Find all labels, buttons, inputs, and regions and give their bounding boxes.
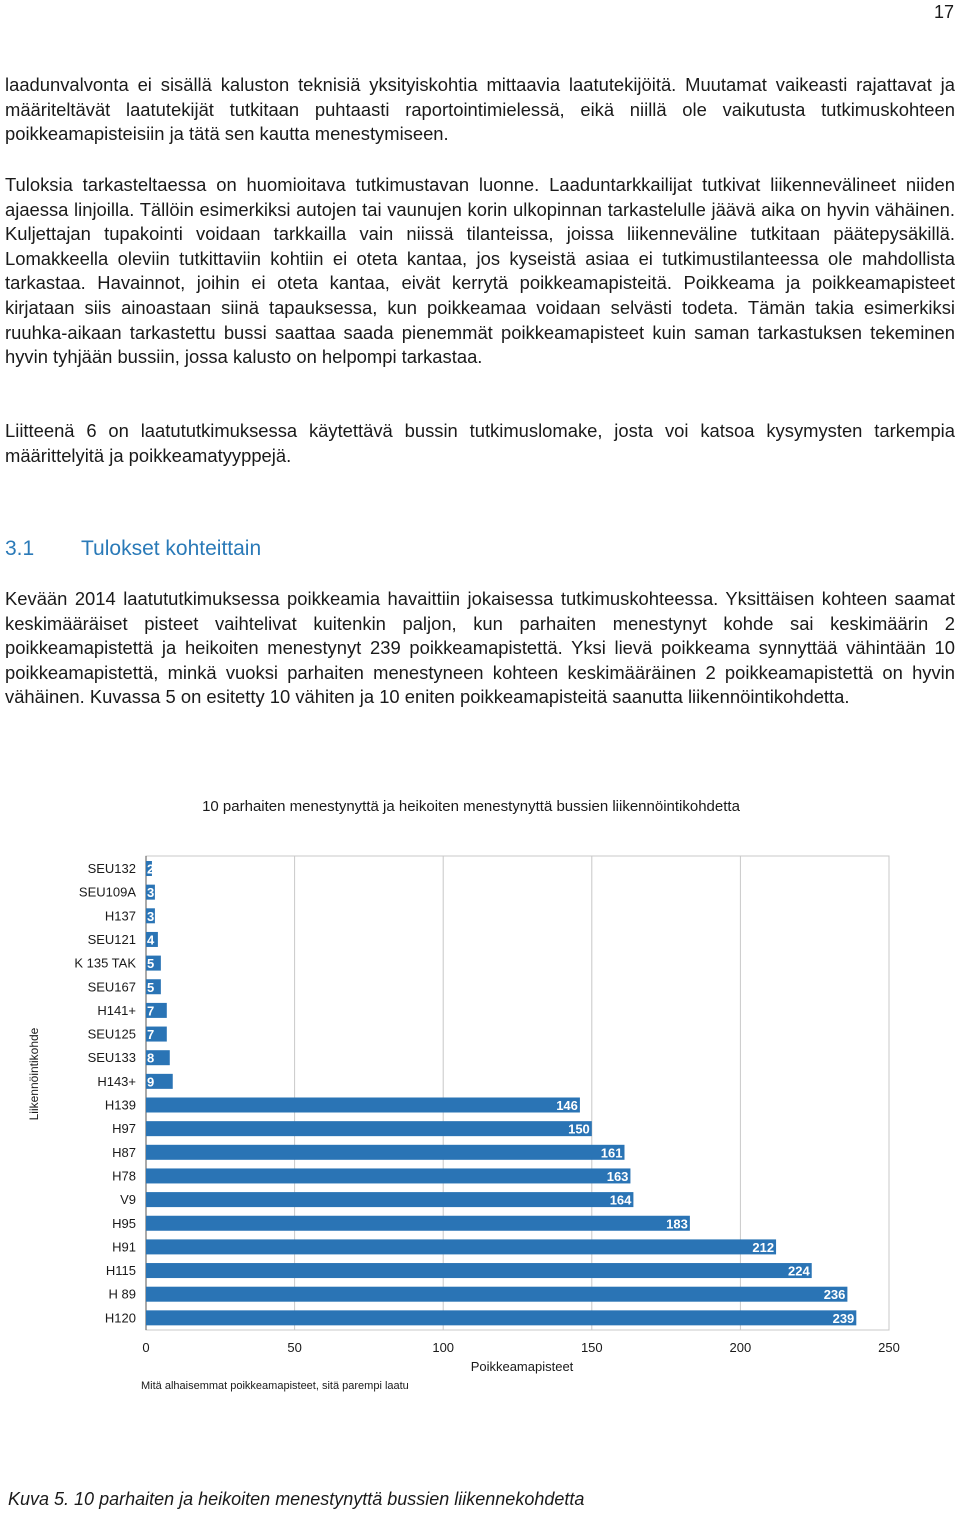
bar — [146, 1192, 633, 1207]
category-label: H115 — [105, 1263, 136, 1279]
x-tick-label: 150 — [580, 1340, 603, 1355]
y-axis-title: Liikennöintikohde — [27, 1027, 41, 1121]
x-tick-label: 200 — [729, 1340, 752, 1355]
page-number: 17 — [933, 2, 954, 22]
category-label: SEU121 — [87, 931, 136, 947]
bar — [146, 1168, 630, 1183]
category-label: SEU132 — [87, 861, 136, 876]
data-label: 224 — [788, 1263, 810, 1279]
category-label: H120 — [104, 1310, 136, 1326]
x-tick-label: 250 — [878, 1340, 900, 1355]
chart-note: Mitä alhaisemmat poikkeamapisteet, sitä parempi laatu — [141, 1380, 409, 1392]
data-label: 212 — [752, 1239, 775, 1255]
chart-title: 10 parhaiten menestynyttä ja heikoiten menestynyttä bussien liikennöintikohdetta — [202, 798, 740, 815]
x-axis-title: Poikkeamapisteet — [470, 1359, 574, 1374]
paragraph: laadunvalvonta ei sisällä kaluston teknisiä yksityiskohtia mittaavia laatutekijöitä. Muutamat vaikeasti rajattavat ja määriteltävät laatutekijät tutkitaan puhtaasti raportointimielessä, eikä niillä ole vaikutusta tutkimuskohteen poikkeamapisteisiin ja tätä sen kautta menestymiseen. — [5, 74, 955, 145]
data-label: 163 — [606, 1168, 629, 1184]
data-label: 2 — [147, 861, 155, 877]
data-label: 3 — [147, 908, 155, 924]
category-label: V9 — [120, 1192, 136, 1208]
category-label: H91 — [112, 1239, 136, 1255]
bar-chart — [0, 790, 960, 1410]
bar — [146, 1263, 812, 1278]
data-label: 4 — [147, 932, 155, 948]
section-title: Tulokset kohteittain — [81, 537, 262, 560]
bar — [146, 1310, 856, 1325]
section-number: 3.1 — [5, 537, 35, 560]
paragraph: Liitteenä 6 on laatututkimuksessa käytettävä bussin tutkimuslomake, josta voi katsoa kysymysten tarkempia määrittelyitä ja poikkeamatyyppejä. — [5, 420, 955, 466]
data-label: 164 — [609, 1192, 632, 1208]
bar — [146, 1239, 776, 1254]
section-heading — [5, 537, 261, 561]
paragraph: Tuloksia tarkasteltaessa on huomioitava tutkimustavan luonne. Laaduntarkkailijat tutkivat liikennevälineet niiden ajaessa linjoilla. Tällöin esimerkiksi autojen tai vaunujen korin ulkopinnan tarkastelulle jäävä aika on hyvin vähäinen. Kuljettajan tupakointi voidaan tarkkailla vain niissä tilanteissa, joissa liikenneväline tutkitaan päätepysäkillä. Lomakkeella oleviin tutkittaviin kohtiin ei oteta kantaa, jos kyseistä asiaa ei tutkimustilanteessa ole mahdollista tarkastaa. Havainnot, joihin ei oteta kantaa, eivät kerrytä poikkeamapisteitä. Poikkeama ja poikkeamapisteet kirjataan siis ainoastaan siinä tapauksessa, kun poikkeamaa voidaan selvästi todeta. Tämän takia esimerkiksi ruuhka-aikaan tarkastettu bussi saattaa saada pienemmät poikkeamapisteet kuin saman tarkastuksen tekeminen hyvin tyhjään bussiin, jossa kalusto on helpompi tarkastaa. — [5, 174, 955, 368]
category-label: SEU133 — [87, 1050, 136, 1066]
data-label: 8 — [147, 1050, 155, 1066]
bar — [146, 1121, 592, 1136]
category-label: K 135 TAK — [74, 955, 136, 971]
data-label: 3 — [147, 885, 155, 901]
data-label: 239 — [832, 1310, 855, 1326]
category-label: SEU109A — [78, 884, 136, 900]
category-label: H78 — [112, 1168, 136, 1184]
category-label: H87 — [112, 1144, 136, 1160]
data-label: 150 — [568, 1121, 590, 1137]
paragraph: Kevään 2014 laatututkimuksessa poikkeamia havaittiin jokaisessa tutkimuskohteessa. Yksittäisen kohteen saamat keskimääräiset pisteet vaihtelivat kuitenkin paljon, kun parhaiten menestynyt kohde sai keskimäärin 2 poikkeamapistettä ja heikoiten menestynyt 239 poikkeamapistettä. Yksi lievä poikkeama synnyttää vähintään 10 poikkeamapistettä, minkä vuoksi parhaiten menestyneen kohteen keskimääräinen 2 poikkeamapistettä on hyvin vähäinen. Kuvassa 5 on esitetty 10 vähiten ja 10 eniten poikkeamapisteitä saanutta liikennöintikohdetta. — [5, 588, 955, 708]
category-label: SEU167 — [87, 979, 136, 995]
data-label: 161 — [600, 1145, 623, 1161]
x-tick-label: 50 — [287, 1340, 302, 1355]
bar — [146, 1145, 624, 1160]
plot-frame — [146, 856, 889, 1330]
bar — [146, 1098, 580, 1113]
category-label: H95 — [112, 1215, 136, 1231]
figure — [0, 790, 960, 1410]
category-label: H 89 — [108, 1286, 136, 1302]
category-label: H97 — [112, 1121, 136, 1137]
x-tick-label: 0 — [142, 1340, 150, 1355]
category-label: SEU125 — [87, 1026, 136, 1042]
category-label: H139 — [104, 1097, 136, 1113]
data-label: 9 — [147, 1074, 155, 1090]
category-label: H143+ — [97, 1073, 136, 1089]
bar — [146, 1216, 690, 1231]
data-label: 5 — [147, 956, 155, 972]
data-label: 7 — [147, 1003, 155, 1019]
x-tick-label: 100 — [432, 1340, 455, 1355]
category-label: H137 — [104, 908, 136, 924]
data-label: 183 — [666, 1216, 688, 1232]
data-label: 146 — [556, 1098, 578, 1113]
category-label: H141+ — [97, 1002, 136, 1018]
figure-caption: Kuva 5. 10 parhaiten ja heikoiten menestynyttä bussien liikennekohdetta — [8, 1489, 585, 1509]
data-label: 5 — [147, 979, 155, 995]
data-label: 7 — [147, 1027, 155, 1043]
bar — [146, 1287, 847, 1302]
data-label: 236 — [823, 1287, 846, 1303]
